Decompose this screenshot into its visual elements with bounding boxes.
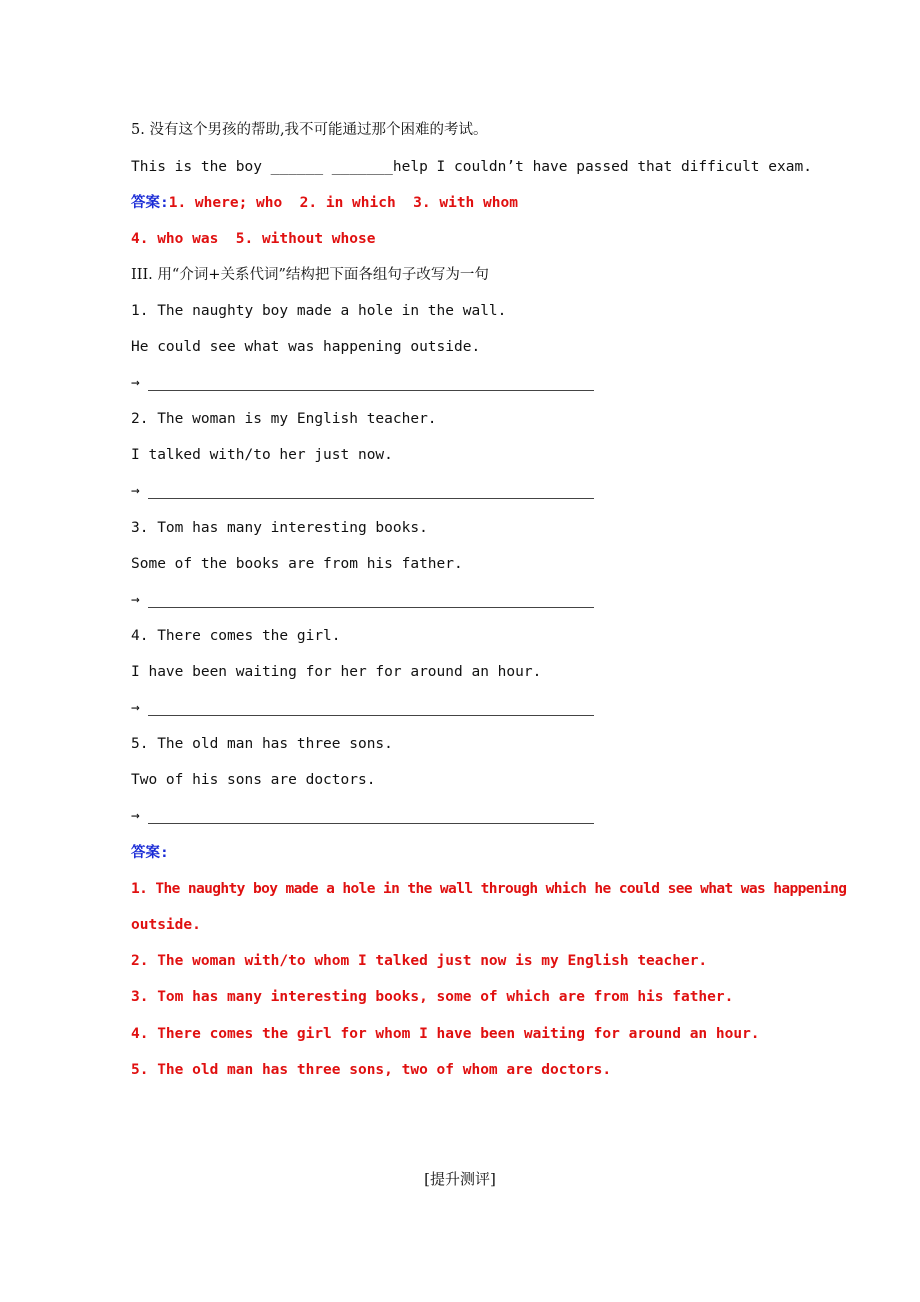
answer-text-1: 1. where; who 2. in which 3. with whom xyxy=(168,195,518,211)
q4-sentence-2: I have been waiting for her for around an hour. xyxy=(131,664,542,680)
section-3-answer-1-cont: outside. xyxy=(131,917,201,933)
answer-label: 答案: xyxy=(131,195,169,211)
section-3-answer-2: 2. The woman with/to whom I talked just now is my English teacher. xyxy=(131,953,708,969)
section-3-answer-3: 3. Tom has many interesting books, some of which are from his father. xyxy=(131,989,734,1005)
question-5-chinese: 5. 没有这个男孩的帮助,我不可能通过那个困难的考试。 xyxy=(131,122,488,138)
q5-sentence-2: Two of his sons are doctors. xyxy=(131,772,376,788)
q3-sentence-2: Some of the books are from his father. xyxy=(131,556,463,572)
section-3-answer-5: 5. The old man has three sons, two of whom are doctors. xyxy=(131,1062,612,1078)
section-3-answer-1: 1. The naughty boy made a hole in the wall through which he could see what was happening xyxy=(131,881,847,897)
q5-sentence-1: 5. The old man has three sons. xyxy=(131,736,393,752)
question-5-english: This is the boy ______ _______help I couldn’t have passed that difficult exam. xyxy=(131,159,812,175)
arrow-icon: → xyxy=(131,375,140,391)
arrow-icon: → xyxy=(131,808,140,824)
q1-sentence-1: 1. The naughty boy made a hole in the wall. xyxy=(131,303,507,319)
section-3-answer-4: 4. There comes the girl for whom I have been waiting for around an hour. xyxy=(131,1026,760,1042)
q4-sentence-1: 4. There comes the girl. xyxy=(131,628,341,644)
arrow-icon: → xyxy=(131,592,140,608)
q5-answer-blank[interactable] xyxy=(131,806,594,826)
q3-sentence-1: 3. Tom has many interesting books. xyxy=(131,520,428,536)
q2-answer-blank[interactable] xyxy=(131,481,594,501)
q4-answer-blank[interactable] xyxy=(131,698,594,718)
q1-answer-blank[interactable] xyxy=(131,373,594,393)
section-3-answer-label: 答案: xyxy=(131,845,169,861)
section-footer-title: [提升测评] xyxy=(424,1170,496,1188)
answer-line-2: 4. who was 5. without whose xyxy=(131,231,376,247)
arrow-icon: → xyxy=(131,700,140,716)
arrow-icon: → xyxy=(131,483,140,499)
section-3-heading: III. 用“介词+关系代词”结构把下面各组句子改写为一句 xyxy=(131,267,489,283)
q3-answer-blank[interactable] xyxy=(131,590,594,610)
answer-line-1 xyxy=(131,193,518,213)
q2-sentence-2: I talked with/to her just now. xyxy=(131,447,393,463)
q1-sentence-2: He could see what was happening outside. xyxy=(131,339,481,355)
q2-sentence-1: 2. The woman is my English teacher. xyxy=(131,411,437,427)
